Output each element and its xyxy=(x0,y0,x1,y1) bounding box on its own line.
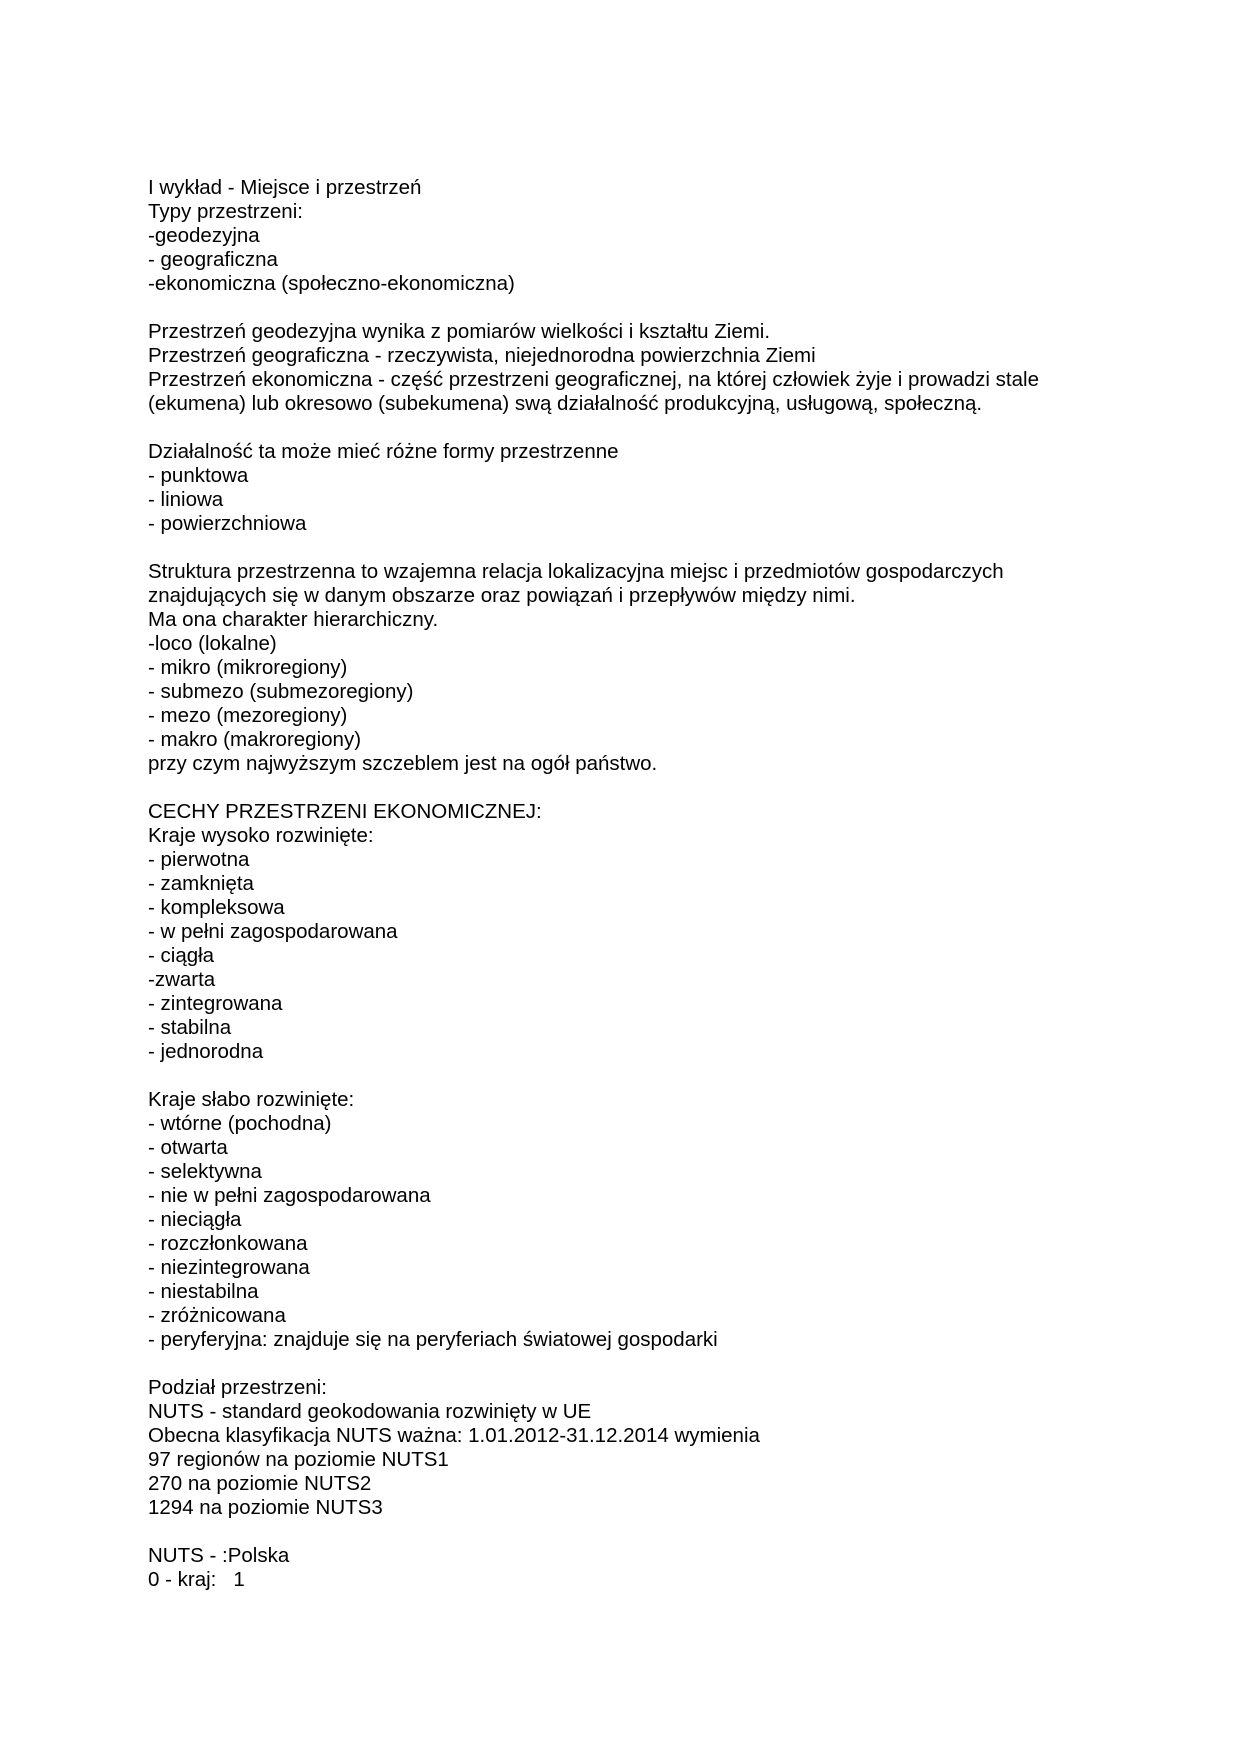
text-line: Działalność ta może mieć różne formy przestrzenne xyxy=(148,440,619,463)
paragraph-gap xyxy=(148,1064,1148,1088)
text-line: - selektywna xyxy=(148,1160,262,1183)
text-line: Przestrzeń geograficzna - rzeczywista, niejednorodna powierzchnia Ziemi xyxy=(148,344,816,367)
document-section xyxy=(148,320,1148,416)
text-line: 97 regionów na poziomie NUTS1 xyxy=(148,1448,449,1471)
document-section xyxy=(148,560,1148,776)
text-line: Kraje wysoko rozwinięte: xyxy=(148,824,374,847)
text-line: - nie w pełni zagospodarowana xyxy=(148,1184,431,1207)
text-line: przy czym najwyższym szczeblem jest na ogół państwo. xyxy=(148,752,658,775)
text-line: - makro (makroregiony) xyxy=(148,728,362,751)
text-line: Struktura przestrzenna to wzajemna relacja lokalizacyjna miejsc i przedmiotów gospodarczych xyxy=(148,560,1004,583)
text-line: - peryferyjna: znajduje się na peryferiach światowej gospodarki xyxy=(148,1328,718,1351)
document-section xyxy=(148,440,1148,536)
text-line: znajdujących się w danym obszarze oraz powiązań i przepływów między nimi. xyxy=(148,584,856,607)
text-line: 1294 na poziomie NUTS3 xyxy=(148,1496,383,1519)
text-line: - w pełni zagospodarowana xyxy=(148,920,398,943)
text-line: - submezo (submezoregiony) xyxy=(148,680,414,703)
text-line: - kompleksowa xyxy=(148,896,285,919)
document-section xyxy=(148,176,1148,296)
text-line: - stabilna xyxy=(148,1016,232,1039)
text-line: - powierzchniowa xyxy=(148,512,307,535)
text-line: - mezo (mezoregiony) xyxy=(148,704,348,727)
text-line: - zintegrowana xyxy=(148,992,283,1015)
text-line: - punktowa xyxy=(148,464,249,487)
text-line: - liniowa xyxy=(148,488,224,511)
text-line: 0 - kraj: 1 xyxy=(148,1568,245,1591)
text-line: - nieciągła xyxy=(148,1208,242,1231)
document-section xyxy=(148,800,1148,1064)
paragraph-gap xyxy=(148,296,1148,320)
text-line: - ciągła xyxy=(148,944,215,967)
text-line: Kraje słabo rozwinięte: xyxy=(148,1088,355,1111)
text-line: -ekonomiczna (społeczno-ekonomiczna) xyxy=(148,272,515,295)
paragraph-gap xyxy=(148,536,1148,560)
paragraph-gap xyxy=(148,776,1148,800)
text-line: I wykład - Miejsce i przestrzeń xyxy=(148,176,422,199)
text-line: -zwarta xyxy=(148,968,216,991)
text-line: - zróżnicowana xyxy=(148,1304,286,1327)
text-line: Ma ona charakter hierarchiczny. xyxy=(148,608,439,631)
text-line: - wtórne (pochodna) xyxy=(148,1112,332,1135)
text-line: - mikro (mikroregiony) xyxy=(148,656,348,679)
paragraph-gap xyxy=(148,1520,1148,1544)
text-line: - zamknięta xyxy=(148,872,254,895)
text-line: NUTS - standard geokodowania rozwinięty w UE xyxy=(148,1400,592,1423)
text-line: NUTS - :Polska xyxy=(148,1544,290,1567)
text-line: - geograficzna xyxy=(148,248,278,271)
text-line: - otwarta xyxy=(148,1136,228,1159)
text-line: - niezintegrowana xyxy=(148,1256,310,1279)
text-line: Obecna klasyfikacja NUTS ważna: 1.01.2012-31.12.2014 wymienia xyxy=(148,1424,760,1447)
text-line: -geodezyjna xyxy=(148,224,260,247)
text-line: - jednorodna xyxy=(148,1040,264,1063)
text-line: CECHY PRZESTRZENI EKONOMICZNEJ: xyxy=(148,800,542,823)
text-line: Przestrzeń geodezyjna wynika z pomiarów wielkości i kształtu Ziemi. xyxy=(148,320,771,343)
text-line: 270 na poziomie NUTS2 xyxy=(148,1472,372,1495)
document-section xyxy=(148,1376,1148,1520)
text-line: - rozczłonkowana xyxy=(148,1232,308,1255)
text-line: Typy przestrzeni: xyxy=(148,200,303,223)
text-line: Przestrzeń ekonomiczna - część przestrzeni geograficznej, na której człowiek żyje i prowadzi stale xyxy=(148,368,1039,391)
document-page xyxy=(148,176,1148,1592)
text-line: Podział przestrzeni: xyxy=(148,1376,327,1399)
text-line: -loco (lokalne) xyxy=(148,632,277,655)
paragraph-gap xyxy=(148,1352,1148,1376)
text-line: (ekumena) lub okresowo (subekumena) swą działalność produkcyjną, usługową, społeczną. xyxy=(148,392,983,415)
text-line: - pierwotna xyxy=(148,848,250,871)
document-section xyxy=(148,1088,1148,1352)
text-line: - niestabilna xyxy=(148,1280,259,1303)
paragraph-gap xyxy=(148,416,1148,440)
document-section xyxy=(148,1544,1148,1592)
